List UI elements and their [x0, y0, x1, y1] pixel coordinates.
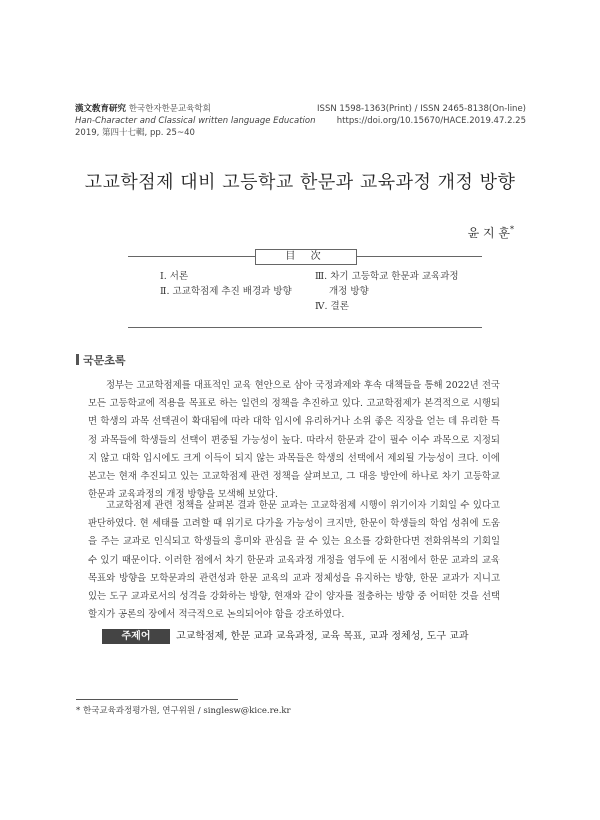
doi-link[interactable]: https://doi.org/10.15670/HACE.2019.47.2.25 [336, 116, 526, 126]
journal-header-right [317, 103, 526, 127]
author-name: 윤 지 훈 [467, 226, 510, 240]
heading-bar-marker [76, 354, 79, 365]
abstract-paragraph: 고교학점제 관련 정책을 살펴본 결과 한문 교과는 고교학점제 시행이 위기이자 기회일 수 있다고 판단하였다. 현 세태를 고려할 때 위기로 다가올 가능성이 크지만, 한문이 학생들의 학업 성취에 도움을 주는 교과로 인식되고 학생들의 흥미와 관심을 끌 수 있는 요소를 강화한다면 전화위복의 기회일 수 있기 때문이다. 이러한 점에서 차기 한문과 교육과정 개정을 염두에 둔 시점에서 한문 교과의 교육 목표와 방향을 모학문과의 관련성과 한문 교육의 교과 정체성을 유지하는 방향, 한문 교과가 지니고 있는 도구 교과로서의 성격을 강화하는 방향, 현재와 같이 양자를 절충하는 방향 중 어떠한 것을 선택할지가 공론의 장에서 적극적으로 논의되어야 함을 강조하였다. [88, 500, 500, 621]
paper-title: 고교학점제 대비 고등학교 한문과 교육과정 개정 방향 [84, 172, 516, 193]
journal-header-left [75, 103, 315, 139]
toc-right-column [315, 269, 459, 314]
society-name: 한국한자한문교육학회 [128, 104, 211, 114]
toc-item: Ⅰ. 서론 [160, 271, 189, 282]
abstract-paragraph: 정부는 고교학점제를 대표적인 교육 현안으로 삼아 국정과제와 후속 대책들을 통해 2022년 전국 모든 고등학교에 적용을 목표로 하는 일련의 정책을 추진하고 있다. 고교학점제가 본격적으로 시행되면 학생의 과목 선택권이 확대됨에 따라 대학 입시에 유리하거나 소위 좋은 직장을 얻는 데 유리한 특정 과목들에 학생들의 선택이 편중될 가능성이 높다. 따라서 한문과 같이 필수 이수 과목으로 지정되지 않고 대학 입시에도 크게 이득이 되지 않는 과목들은 학생의 선택에서 제외될 가능성이 크다. 이에 본고는 현재 추진되고 있는 고교학점제 관련 정책을 살펴보고, 그 대응 방안에 하나로 차기 고등학교 한문과 교육과정의 개정 방향을 모색해 보았다. [88, 380, 500, 501]
journal-name: 漢文敎育研究 [75, 104, 127, 114]
issn: ISSN 1598-1363(Print) / ISSN 2465-8138(On-line) [317, 104, 526, 114]
author-footnote-mark: * [510, 225, 514, 234]
toc-item: Ⅲ. 차기 고등학교 한문과 교육과정 [315, 271, 459, 282]
toc-item: Ⅱ. 고교학점제 추진 배경과 방향 [160, 286, 292, 297]
toc-item-continuation: 개정 방향 [329, 286, 369, 297]
table-of-contents [128, 251, 482, 328]
journal-english-name: Han-Character and Classical written language Education [75, 116, 316, 126]
author [468, 224, 514, 241]
toc-item: Ⅳ. 결론 [315, 301, 349, 312]
abstract-heading-label: 국문초록 [83, 354, 126, 367]
journal-volume: 2019, 第四十七輯, pp. 25~40 [75, 128, 195, 138]
toc-heading: 目 次 [255, 249, 357, 265]
footnote: * 한국교육과정평가원, 연구위원 / singlesw@kice.re.kr [76, 706, 291, 716]
toc-left-column [160, 269, 292, 299]
keywords [102, 627, 468, 644]
keywords-text: 고교학점제, 한문 교과 교육과정, 교육 목표, 교과 정체성, 도구 교과 [176, 631, 469, 642]
keywords-label: 주제어 [102, 629, 170, 644]
abstract-heading [76, 352, 126, 368]
footnote-rule [76, 699, 238, 700]
